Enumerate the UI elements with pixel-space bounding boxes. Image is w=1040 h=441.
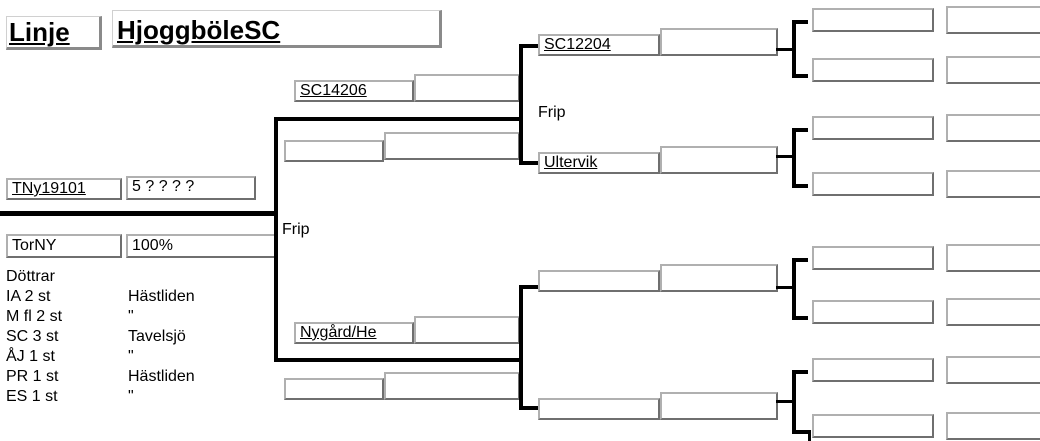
gen2-bottom-name[interactable]: Nygård/He (294, 322, 414, 344)
daughter-count: PR 1 st (6, 368, 59, 385)
gen2-top-branch-down (519, 161, 539, 165)
gen4-code-6[interactable] (946, 298, 1040, 326)
line-label: Linje (6, 16, 102, 50)
sire-percent-cell[interactable]: 100% (126, 234, 276, 258)
gen3-fourth-name[interactable] (538, 398, 660, 420)
gen1-bracket (274, 117, 278, 361)
gen2-lower-empty[interactable] (284, 378, 384, 400)
gen3-bracket-1 (792, 20, 808, 78)
daughter-count: SC 3 st (6, 328, 59, 345)
gen2-top-bracket (519, 44, 523, 164)
gen2-upper-empty-code[interactable] (384, 132, 520, 160)
daughter-place: " (128, 388, 134, 405)
gen4-code-5[interactable] (946, 244, 1040, 272)
gen3-second-name[interactable]: Ultervik (538, 152, 660, 174)
daughter-count: M fl 2 st (6, 308, 63, 325)
gen4-name-6[interactable] (812, 300, 934, 324)
gen2-top-branch-up (519, 44, 539, 48)
gen4-code-3[interactable] (946, 114, 1040, 142)
gen3-third-code[interactable] (660, 264, 778, 292)
daughter-count: IA 2 st (6, 288, 51, 305)
line-name: HjoggböleSC (112, 10, 442, 48)
gen4-name-2[interactable] (812, 58, 934, 82)
sire-name-cell[interactable]: TorNY (6, 234, 122, 258)
gen2-lower-empty-code[interactable] (384, 372, 520, 400)
gen3-bracket-4 (792, 370, 808, 434)
gen4-code-1[interactable] (946, 6, 1040, 34)
subject-line (0, 211, 276, 216)
gen3-fourth-code[interactable] (660, 392, 778, 420)
gen2-bottom-bracket (519, 285, 523, 409)
gen4-name-4[interactable] (812, 172, 934, 196)
gen2-bottom-branch-up (519, 285, 539, 289)
daughter-place: Hästliden (128, 288, 195, 305)
subject-code-cell[interactable]: 5 ? ? ? ? (126, 176, 256, 200)
gen1-bottom-branch (274, 358, 522, 362)
gen4-name-3[interactable] (812, 116, 934, 140)
daughter-place: Hästliden (128, 368, 195, 385)
gen2-bottom-branch-down (519, 406, 539, 410)
gen4-name-8[interactable] (812, 414, 934, 438)
gen3-top-label: Frip (538, 104, 566, 121)
gen2-upper-empty[interactable] (284, 140, 384, 162)
gen4-name-5[interactable] (812, 246, 934, 270)
gen4-code-4[interactable] (946, 170, 1040, 198)
gen4-name-1[interactable] (812, 8, 934, 32)
gen3-bracket-3 (792, 258, 808, 320)
gen3-stub (808, 430, 811, 441)
daughter-place: Tavelsjö (128, 328, 186, 345)
gen4-code-8[interactable] (946, 412, 1040, 440)
gen4-code-2[interactable] (946, 56, 1040, 84)
gen3-third-name[interactable] (538, 270, 660, 292)
daughter-count: ES 1 st (6, 388, 58, 405)
subject-id-cell[interactable]: TNy19101 (6, 178, 122, 200)
gen3-second-code[interactable] (660, 146, 778, 174)
gen4-name-7[interactable] (812, 358, 934, 382)
sire-side-label: Frip (282, 221, 310, 238)
gen4-code-7[interactable] (946, 356, 1040, 384)
gen2-top-code[interactable] (414, 74, 520, 102)
gen1-top-branch (274, 117, 522, 121)
daughter-count: ÅJ 1 st (6, 348, 55, 365)
daughter-place: " (128, 348, 134, 365)
gen3-top-code[interactable] (660, 28, 778, 56)
gen2-bottom-code[interactable] (414, 316, 520, 344)
gen3-bracket-2 (792, 128, 808, 188)
daughters-heading: Döttrar (6, 268, 55, 285)
daughter-place: " (128, 308, 134, 325)
gen2-top-name[interactable]: SC14206 (294, 80, 414, 102)
gen3-top-name[interactable]: SC12204 (538, 34, 660, 56)
